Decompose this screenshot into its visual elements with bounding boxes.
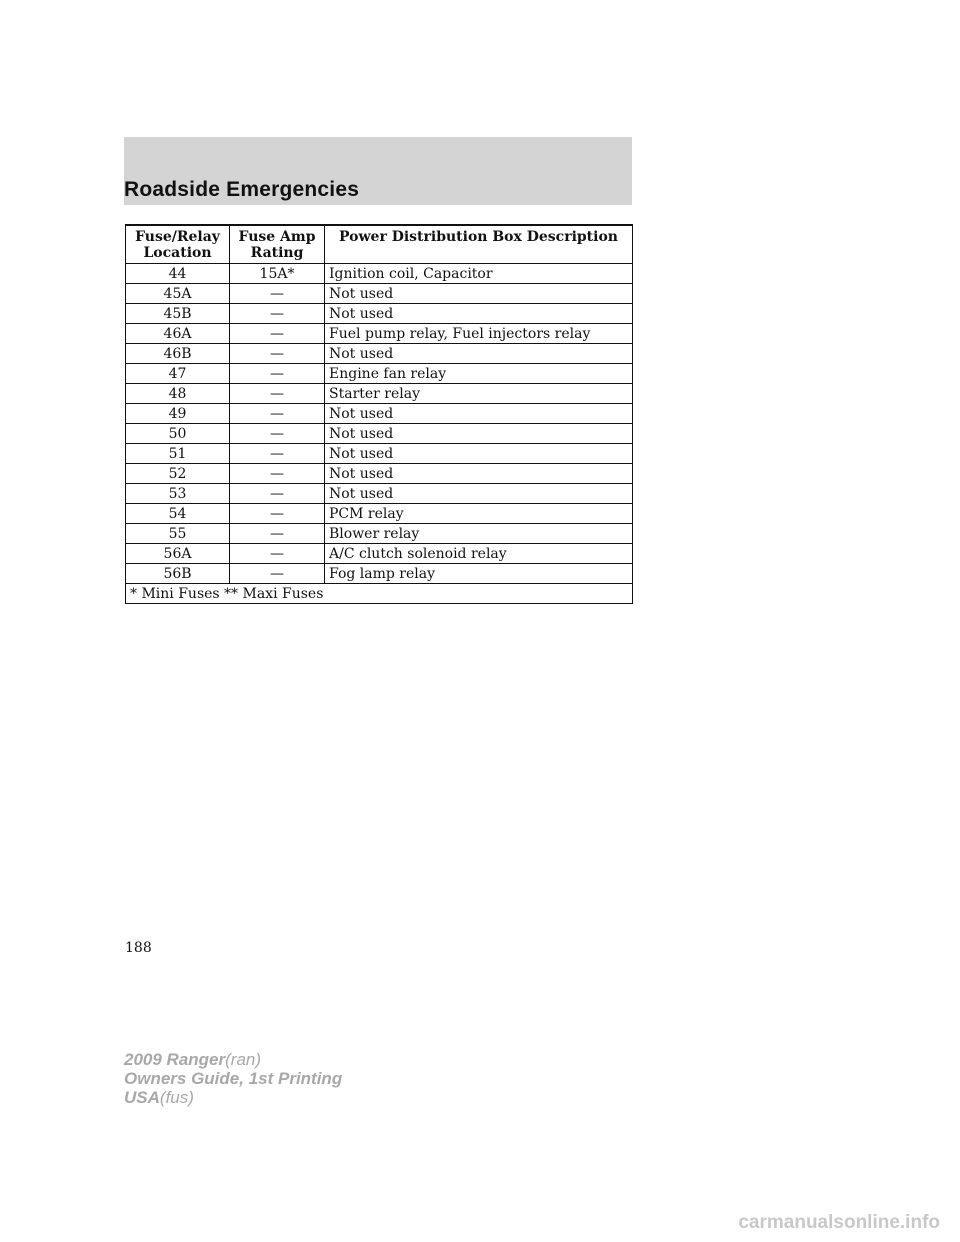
table-row: [126, 344, 633, 364]
cell-location: 51: [126, 444, 230, 464]
cell-amp-rating: —: [230, 344, 325, 364]
table-row: [126, 564, 633, 584]
table-row: [126, 524, 633, 544]
cell-description: Not used: [325, 404, 633, 424]
cell-description: Not used: [325, 344, 633, 364]
footer-line-2: [124, 1069, 342, 1088]
footer-region-code: (fus): [159, 1088, 194, 1107]
cell-description: Fuel pump relay, Fuel injectors relay: [325, 324, 633, 344]
cell-amp-rating: —: [230, 304, 325, 324]
footnote-row: [126, 584, 633, 604]
cell-description: Not used: [325, 444, 633, 464]
cell-description: Fog lamp relay: [325, 564, 633, 584]
cell-description: Not used: [325, 424, 633, 444]
cell-location: 54: [126, 504, 230, 524]
table-row: [126, 504, 633, 524]
cell-description: PCM relay: [325, 504, 633, 524]
table-row: [126, 304, 633, 324]
table-row: [126, 264, 633, 284]
fuse-table: [125, 224, 633, 604]
cell-location: 46A: [126, 324, 230, 344]
table-row: [126, 484, 633, 504]
cell-description: Not used: [325, 284, 633, 304]
cell-location: 45B: [126, 304, 230, 324]
cell-amp-rating: —: [230, 464, 325, 484]
cell-location: 53: [126, 484, 230, 504]
section-title: Roadside Emergencies: [124, 178, 360, 201]
cell-amp-rating: —: [230, 324, 325, 344]
header-description: Power Distribution Box Description: [325, 225, 633, 264]
table-row: [126, 404, 633, 424]
table-row: [126, 544, 633, 564]
cell-location: 49: [126, 404, 230, 424]
cell-amp-rating: 15A*: [230, 264, 325, 284]
cell-amp-rating: —: [230, 404, 325, 424]
table-row: [126, 384, 633, 404]
table-footnote: * Mini Fuses ** Maxi Fuses: [126, 584, 633, 604]
cell-amp-rating: —: [230, 284, 325, 304]
cell-location: 47: [126, 364, 230, 384]
cell-amp-rating: —: [230, 384, 325, 404]
cell-location: 56A: [126, 544, 230, 564]
page-number: 188: [125, 940, 152, 956]
cell-amp-rating: —: [230, 484, 325, 504]
cell-description: Ignition coil, Capacitor: [325, 264, 633, 284]
cell-description: Blower relay: [325, 524, 633, 544]
cell-amp-rating: —: [230, 544, 325, 564]
cell-location: 50: [126, 424, 230, 444]
table-row: [126, 364, 633, 384]
cell-amp-rating: —: [230, 524, 325, 544]
cell-amp-rating: —: [230, 564, 325, 584]
cell-description: A/C clutch solenoid relay: [325, 544, 633, 564]
document-footer: [124, 1050, 342, 1107]
cell-amp-rating: —: [230, 504, 325, 524]
cell-location: 46B: [126, 344, 230, 364]
footer-region: USA: [124, 1088, 160, 1107]
cell-location: 55: [126, 524, 230, 544]
cell-location: 45A: [126, 284, 230, 304]
cell-amp-rating: —: [230, 424, 325, 444]
watermark-text: carmanualsonline.info: [738, 1212, 940, 1233]
table-row: [126, 444, 633, 464]
cell-description: Not used: [325, 464, 633, 484]
cell-description: Not used: [325, 304, 633, 324]
table-row: [126, 284, 633, 304]
cell-location: 52: [126, 464, 230, 484]
cell-description: Starter relay: [325, 384, 633, 404]
table-header-row: [126, 225, 633, 264]
footer-printing: Owners Guide, 1st Printing: [124, 1069, 343, 1088]
header-amp-rating: Fuse Amp Rating: [230, 225, 325, 264]
footer-model: 2009 Ranger: [124, 1050, 226, 1069]
header-location: Fuse/Relay Location: [126, 225, 230, 264]
cell-location: 44: [126, 264, 230, 284]
cell-amp-rating: —: [230, 364, 325, 384]
table-row: [126, 324, 633, 344]
cell-description: Not used: [325, 484, 633, 504]
cell-description: Engine fan relay: [325, 364, 633, 384]
cell-location: 48: [126, 384, 230, 404]
table-row: [126, 424, 633, 444]
cell-location: 56B: [126, 564, 230, 584]
footer-model-code: (ran): [225, 1050, 262, 1069]
footer-line-1: [124, 1050, 342, 1069]
cell-amp-rating: —: [230, 444, 325, 464]
table-row: [126, 464, 633, 484]
footer-line-3: [124, 1088, 342, 1107]
table-body: [126, 264, 633, 584]
